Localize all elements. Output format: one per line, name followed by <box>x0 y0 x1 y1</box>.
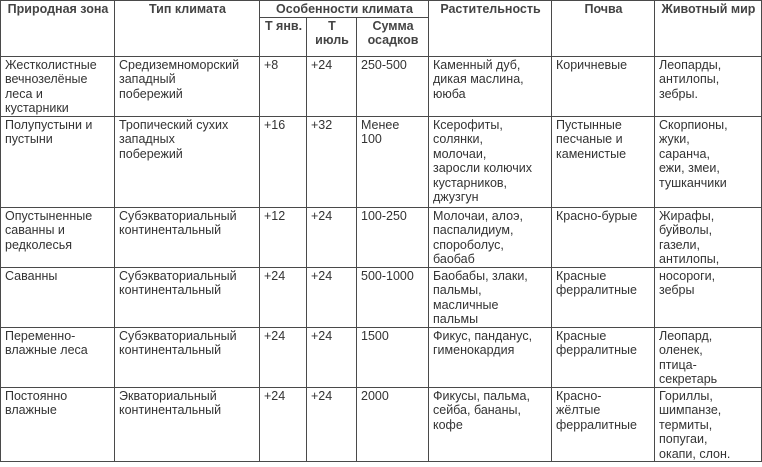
cell-t-jul <box>307 327 357 387</box>
cell-line: Красно-бурые <box>556 208 638 223</box>
table-row <box>1 387 762 462</box>
cell-fauna <box>655 116 762 207</box>
cell-line: Средиземноморский <box>119 57 240 72</box>
cell-line: влажные леса <box>5 343 88 357</box>
cell-line: +24 <box>311 328 333 343</box>
cell-line: джузгун <box>433 190 479 204</box>
cell-vegetation <box>429 267 552 327</box>
cell-fauna <box>655 327 762 387</box>
cell-precip <box>357 207 429 267</box>
cell-line: Гориллы, <box>659 388 713 403</box>
cell-line: спороболус, <box>433 237 504 252</box>
cell-vegetation <box>429 207 552 267</box>
cell-line: песчаные и <box>556 132 623 146</box>
table-row <box>1 56 762 116</box>
table-row <box>1 327 762 387</box>
cell-line: Ксерофиты, <box>433 117 503 132</box>
cell-precip <box>357 327 429 387</box>
cell-precip <box>357 267 429 327</box>
cell-soil <box>552 267 655 327</box>
cell-line: Фикус, пандануc, <box>433 328 533 343</box>
cell-t-jan <box>260 327 307 387</box>
cell-line: буйволы, <box>659 223 713 237</box>
cell-line: западный <box>119 72 176 86</box>
cell-line: Коричневые <box>556 57 628 72</box>
cell-precip <box>357 56 429 116</box>
cell-soil <box>552 327 655 387</box>
cell-line: 1500 <box>361 328 389 343</box>
header-zone: Природная зона <box>1 1 115 57</box>
cell-line: Переменно- <box>5 328 76 343</box>
cell-line: пальмы <box>433 312 479 326</box>
table-row <box>1 207 762 267</box>
cell-line: +24 <box>264 328 286 343</box>
cell-line: +24 <box>264 268 286 283</box>
cell-zone <box>1 387 115 462</box>
cell-line: Каменный дуб, <box>433 57 521 72</box>
cell-line: 250-500 <box>361 57 407 72</box>
cell-t-jul <box>307 207 357 267</box>
cell-line: ферралитные <box>556 343 637 357</box>
cell-line: Молочаи, алоэ, <box>433 208 523 223</box>
cell-line: Красные <box>556 268 607 283</box>
header-t-jul: Т июль <box>307 17 357 56</box>
cell-line: Субэкваториальный <box>119 328 237 343</box>
cell-line: Экваториальный <box>119 388 217 403</box>
cell-zone <box>1 56 115 116</box>
cell-line: континентальный <box>119 343 222 357</box>
cell-line: Полупустыни и <box>5 117 93 132</box>
cell-vegetation <box>429 387 552 462</box>
cell-line: Жестколистные <box>5 57 97 72</box>
cell-line: Тропический сухих <box>119 117 229 132</box>
cell-line: Красно- <box>556 388 602 403</box>
header-climate-features: Особенности климата <box>260 1 429 18</box>
cell-line: шимпанзе, <box>659 403 722 417</box>
cell-t-jul <box>307 56 357 116</box>
cell-line: Баобабы, злаки, <box>433 268 528 283</box>
cell-line: саранча, <box>659 146 710 161</box>
cell-line: газели, <box>659 237 700 252</box>
cell-line: кустарников, <box>433 175 508 190</box>
cell-line: +8 <box>264 57 279 72</box>
cell-line: 500-1000 <box>361 268 414 283</box>
cell-line: побережий <box>119 146 183 161</box>
cell-line: заросли колючих <box>433 161 533 175</box>
cell-line: масличные <box>433 297 499 312</box>
cell-line: окапи, слон. <box>659 446 731 461</box>
cell-line: зебры. <box>659 86 698 101</box>
cell-line: ферралитные <box>556 417 637 432</box>
cell-line: +24 <box>311 268 333 283</box>
cell-climate <box>115 327 260 387</box>
cell-line: саванны и <box>5 223 65 237</box>
cell-soil <box>552 56 655 116</box>
cell-line: леса и <box>5 86 43 101</box>
cell-line: пальмы, <box>433 283 482 297</box>
cell-precip <box>357 387 429 462</box>
cell-line: каменистые <box>556 146 627 161</box>
cell-precip <box>357 116 429 207</box>
cell-t-jul <box>307 267 357 327</box>
cell-line: птица- <box>659 357 697 372</box>
cell-line: Менее <box>361 117 400 132</box>
cell-line: Фикусы, пальма, <box>433 388 530 403</box>
cell-line: редколесья <box>5 237 72 252</box>
cell-line: Скорпионы, <box>659 117 728 132</box>
cell-vegetation <box>429 56 552 116</box>
cell-line: ююба <box>433 86 466 101</box>
cell-zone <box>1 267 115 327</box>
cell-t-jan <box>260 387 307 462</box>
cell-t-jan <box>260 267 307 327</box>
header-fauna: Животный мир <box>655 1 762 57</box>
header-precip: Сумма осадков <box>357 17 429 56</box>
cell-line: +24 <box>264 388 286 403</box>
cell-fauna <box>655 267 762 327</box>
cell-line: континентальный <box>119 403 222 417</box>
cell-zone <box>1 207 115 267</box>
cell-t-jan <box>260 207 307 267</box>
cell-line: молочаи, <box>433 146 487 161</box>
cell-line: Леопарды, <box>659 57 722 72</box>
cell-soil <box>552 207 655 267</box>
cell-line: Леопард, <box>659 328 713 343</box>
cell-soil <box>552 387 655 462</box>
cell-line: тушканчики <box>659 175 727 190</box>
cell-line: +24 <box>311 57 333 72</box>
cell-line: зебры <box>659 283 695 297</box>
cell-line: антилопы, <box>659 72 720 86</box>
cell-line: сейба, бананы, <box>433 403 521 417</box>
cell-vegetation <box>429 116 552 207</box>
cell-line: западных <box>119 132 175 146</box>
cell-line: +12 <box>264 208 286 223</box>
cell-line: оленек, <box>659 343 703 357</box>
cell-line: Пустынные <box>556 117 622 132</box>
header-t-jan: Т янв. <box>260 17 307 56</box>
cell-fauna <box>655 56 762 116</box>
cell-line: +16 <box>264 117 286 132</box>
cell-line: солянки, <box>433 132 483 146</box>
cell-line: антилопы, <box>659 252 720 266</box>
cell-line: ферралитные <box>556 283 637 297</box>
header-climate-type: Тип климата <box>115 1 260 57</box>
cell-line: паспалидиум, <box>433 223 514 237</box>
cell-fauna <box>655 207 762 267</box>
cell-line: попугаи, <box>659 432 708 446</box>
cell-line: жуки, <box>659 132 690 146</box>
cell-line: кустарники <box>5 101 69 115</box>
cell-climate <box>115 267 260 327</box>
cell-line: кофе <box>433 417 463 432</box>
cell-line: 100 <box>361 132 382 146</box>
cell-line: +24 <box>311 388 333 403</box>
cell-line: Опустыненные <box>5 208 93 223</box>
cell-line: термиты, <box>659 417 713 432</box>
cell-line: вечнозелёные <box>5 72 88 86</box>
cell-climate <box>115 387 260 462</box>
cell-line: секретарь <box>659 372 718 386</box>
table-row <box>1 116 762 207</box>
cell-line: носороги, <box>659 268 716 283</box>
cell-climate <box>115 56 260 116</box>
cell-line: Жирафы, <box>659 208 715 223</box>
cell-t-jan <box>260 56 307 116</box>
cell-line: Саванны <box>5 268 58 283</box>
cell-line: континентальный <box>119 283 222 297</box>
cell-line: ежи, змеи, <box>659 161 720 175</box>
cell-line: Постоянно <box>5 388 68 403</box>
header-soil: Почва <box>552 1 655 57</box>
cell-t-jul <box>307 116 357 207</box>
header-vegetation: Растительность <box>429 1 552 57</box>
cell-zone <box>1 327 115 387</box>
cell-line: дикая маслина, <box>433 72 524 86</box>
table-row <box>1 267 762 327</box>
cell-line: жёлтые <box>556 403 601 417</box>
cell-zone <box>1 116 115 207</box>
cell-soil <box>552 116 655 207</box>
cell-line: гименокардия <box>433 343 515 357</box>
cell-line: Субэкваториальный <box>119 208 237 223</box>
cell-t-jul <box>307 387 357 462</box>
cell-line: континентальный <box>119 223 222 237</box>
cell-line: влажные <box>5 403 57 417</box>
cell-climate <box>115 116 260 207</box>
cell-climate <box>115 207 260 267</box>
cell-vegetation <box>429 327 552 387</box>
cell-line: пустыни <box>5 132 53 146</box>
cell-line: +32 <box>311 117 333 132</box>
cell-line: Красные <box>556 328 607 343</box>
cell-fauna <box>655 387 762 462</box>
cell-line: побережий <box>119 86 183 101</box>
cell-line: +24 <box>311 208 333 223</box>
cell-line: баобаб <box>433 252 475 266</box>
cell-line: 2000 <box>361 388 389 403</box>
cell-t-jan <box>260 116 307 207</box>
cell-line: 100-250 <box>361 208 407 223</box>
cell-line: Субэкваториальный <box>119 268 237 283</box>
